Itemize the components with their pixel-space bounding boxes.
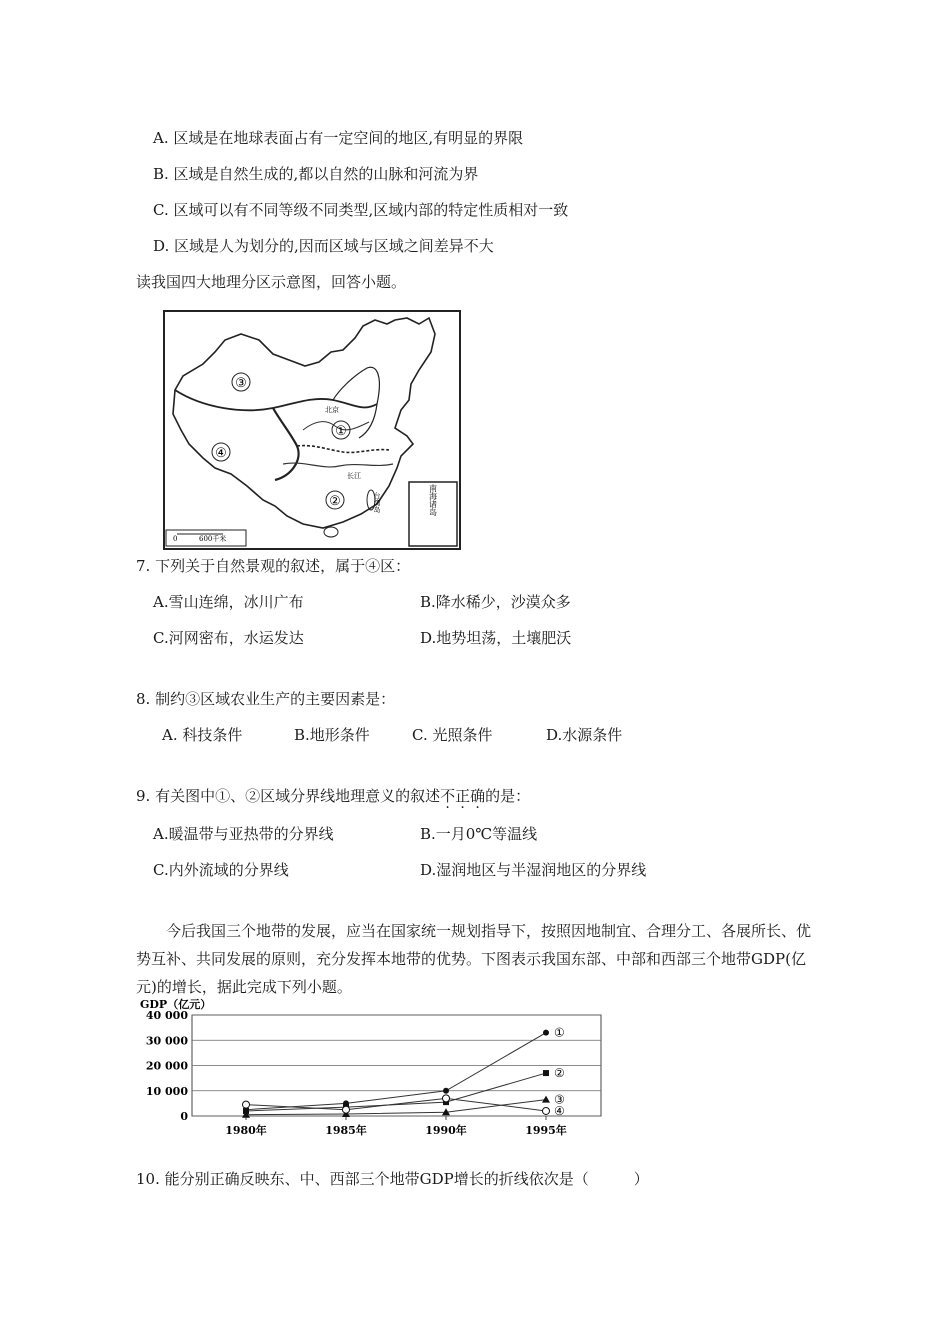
q6-option-d: D. 区域是人为划分的,因而区域与区域之间差异不大 <box>153 237 494 255</box>
china-regions-map <box>163 310 461 550</box>
data-point <box>543 1030 549 1036</box>
q9-stem-after: 的是： <box>485 787 531 805</box>
emphasis-char: 确 <box>470 787 486 805</box>
q9-option-d: D.湿润地区与半湿润地区的分界线 <box>420 861 647 879</box>
region-label-1: ① <box>335 424 347 439</box>
q6-option-c: C. 区域可以有不同等级不同类型,区域内部的特定性质相对一致 <box>153 201 569 219</box>
series-label-1: ① <box>554 1025 565 1040</box>
q9-option-a: A.暖温带与亚热带的分界线 <box>153 825 334 843</box>
map-intro: 读我国四大地理分区示意图，回答小题。 <box>136 273 407 291</box>
x-tick-label: 1980年 <box>225 1124 267 1137</box>
y-tick-label: 30 000 <box>145 1034 188 1048</box>
q7-option-c: C.河网密布，水运发达 <box>153 629 304 647</box>
q8-option-c: C. 光照条件 <box>412 726 493 744</box>
q10-stem: 10. 能分别正确反映东、中、西部三个地带GDP增长的折线依次是（ ） <box>136 1170 649 1188</box>
scale-zero: 0 <box>173 535 178 543</box>
q9-stem-emphasis <box>440 787 485 805</box>
q7-option-b: B.降水稀少，沙漠众多 <box>420 593 571 611</box>
region-label-4: ④ <box>215 446 227 461</box>
q6-option-b: B. 区域是自然生成的,都以自然的山脉和河流为界 <box>153 165 479 183</box>
series-label-2: ② <box>554 1066 565 1081</box>
beijing-label: 北京 <box>325 406 339 414</box>
taiwan-label: 台湾岛 <box>373 492 381 513</box>
q8-option-d: D.水源条件 <box>546 726 623 744</box>
q8-option-b: B.地形条件 <box>294 726 370 744</box>
data-point <box>543 1070 549 1076</box>
y-tick-label: 10 000 <box>145 1084 188 1098</box>
q9-stem-before: 9. 有关图中①、②区域分界线地理意义的叙述 <box>136 787 441 805</box>
emphasis-char: 不 <box>440 787 456 805</box>
q9-stem <box>136 786 530 806</box>
gdp-line-chart <box>136 995 606 1145</box>
q8-stem: 8. 制约③区域农业生产的主要因素是： <box>136 690 396 708</box>
yangtze-label: 长江 <box>347 472 361 480</box>
q6-option-a: A. 区域是在地球表面占有一定空间的地区,有明显的界限 <box>153 129 524 147</box>
y-tick-label: 40 000 <box>145 1009 188 1022</box>
passage: 今后我国三个地带的发展，应当在国家统一规划指导下，按照因地制宜、合理分工、各展所长、优势互补、共同发展的原则，充分发挥本地带的优势。下图表示我国东部、中部和西部三个地带GDP(亿元)的增长，据此完成下列小题。 <box>136 922 812 996</box>
data-point <box>443 1095 450 1102</box>
q7-option-a: A.雪山连绵，冰川广布 <box>153 593 304 611</box>
q7-option-d: D.地势坦荡，土壤肥沃 <box>420 629 572 647</box>
q9-option-b: B.一月0℃等温线 <box>420 825 538 843</box>
emphasis-char: 正 <box>455 787 471 805</box>
series-label-3: ③ <box>554 1092 565 1107</box>
data-point <box>542 1096 550 1103</box>
region-label-3: ③ <box>235 376 247 391</box>
series-line-1 <box>246 1033 546 1110</box>
x-tick-label: 1985年 <box>325 1124 367 1137</box>
x-tick-label: 1990年 <box>425 1124 467 1137</box>
q8-option-a: A. 科技条件 <box>162 726 243 744</box>
data-point <box>343 1106 350 1113</box>
data-point <box>543 1107 550 1114</box>
data-point <box>443 1088 449 1094</box>
south-sea-label: 南海诸岛 <box>428 484 438 516</box>
q9-option-c: C.内外流域的分界线 <box>153 861 289 879</box>
x-tick-label: 1995年 <box>525 1124 567 1137</box>
data-point <box>243 1101 250 1108</box>
series-label-4: ④ <box>554 1103 565 1118</box>
chart-ylabel: GDP（亿元） <box>140 998 212 1011</box>
region-label-2: ② <box>329 494 341 509</box>
y-tick-label: 0 <box>180 1110 188 1123</box>
scale-label: 600千米 <box>199 535 227 543</box>
q7-stem: 7. 下列关于自然景观的叙述，属于④区： <box>136 557 411 575</box>
y-tick-label: 20 000 <box>145 1059 188 1073</box>
